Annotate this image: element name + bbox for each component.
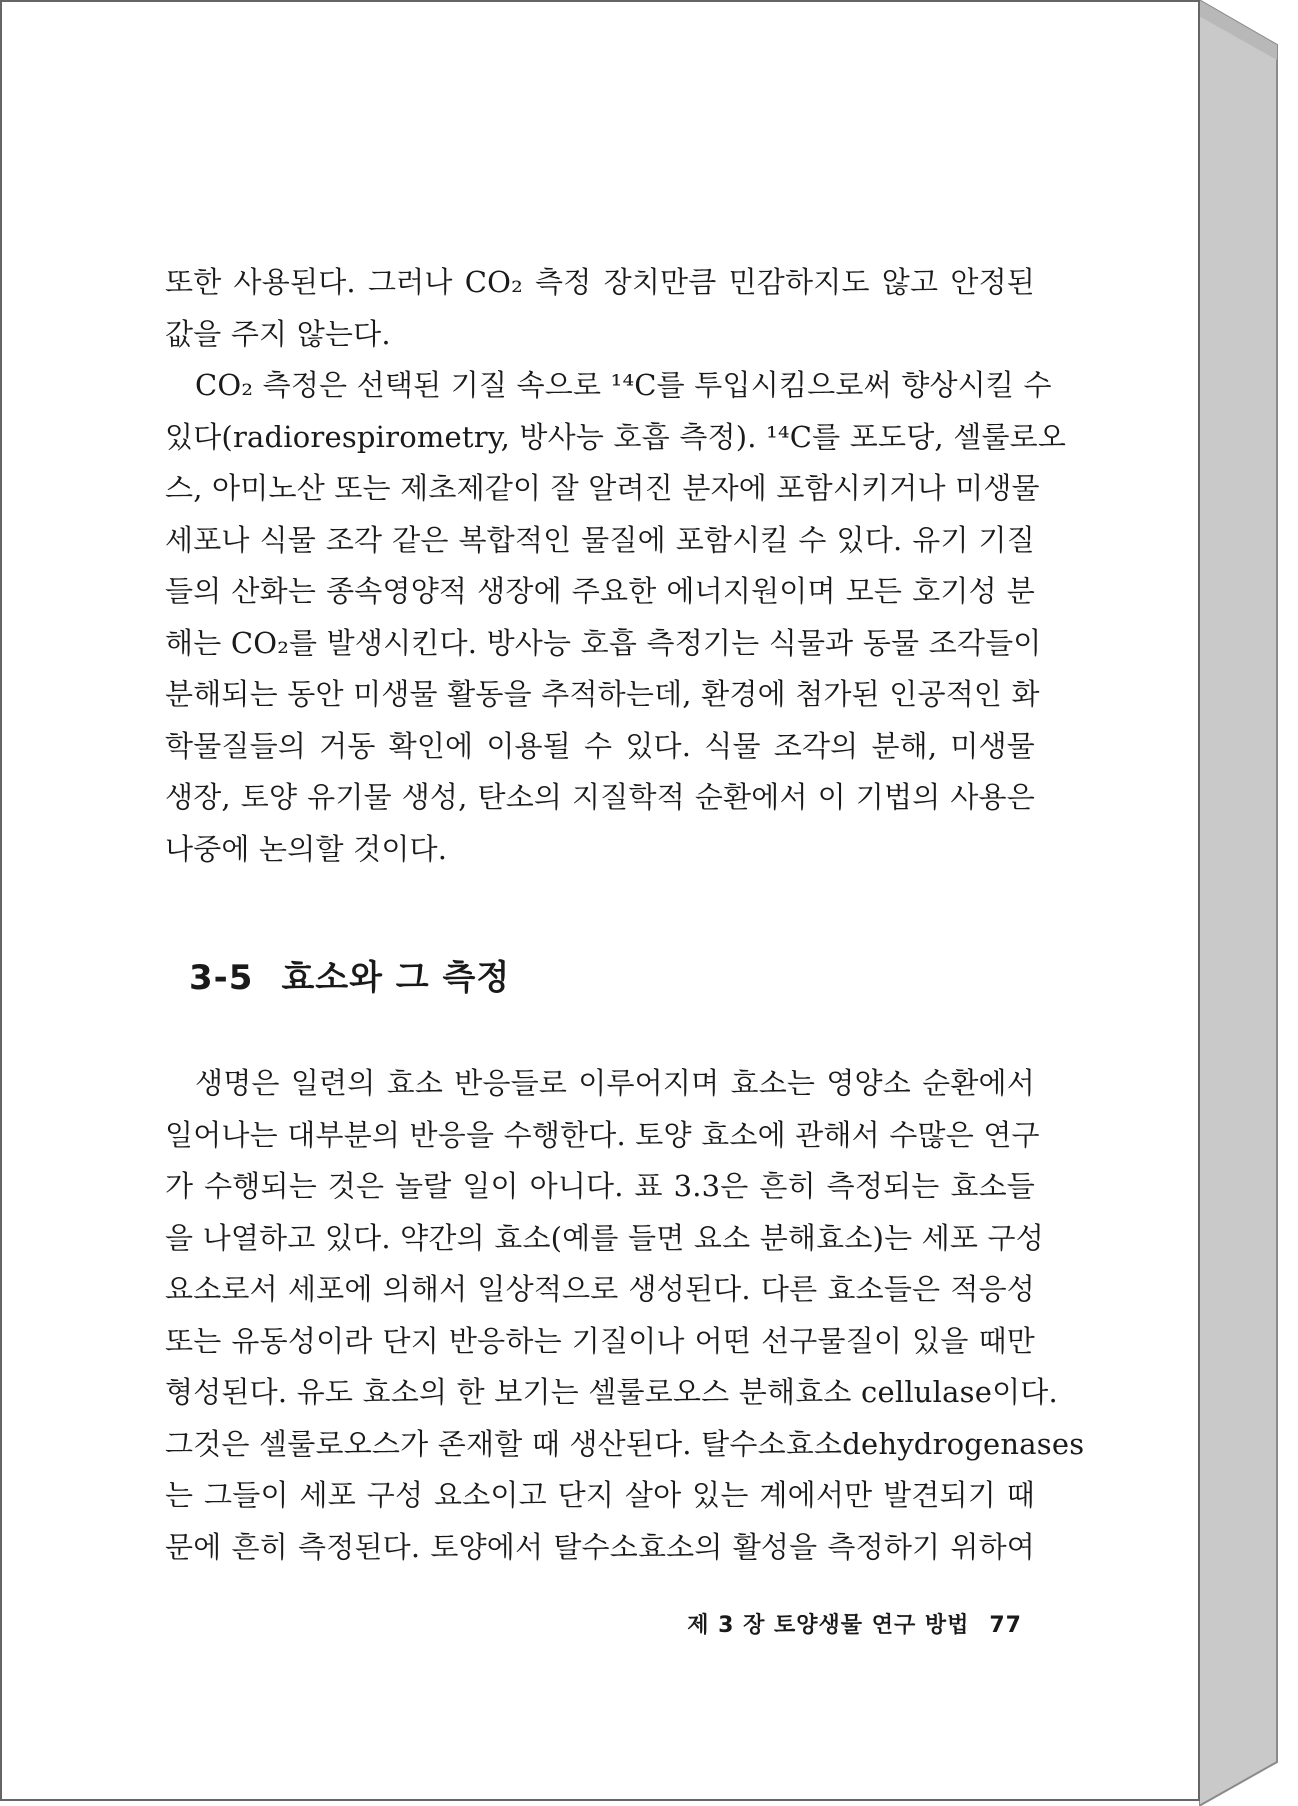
text-line: 학물질들의 거동 확인에 이용될 수 있다. 식물 조각의 분해, 미생물	[165, 728, 1035, 763]
section-title: 효소와 그 측정	[281, 958, 511, 998]
text-line: 스, 아미노산 또는 제초제같이 잘 알려진 분자에 포함시키거나 미생물	[165, 471, 1040, 505]
page-number: 77	[989, 1613, 1022, 1638]
text-line: 가 수행되는 것은 놀랄 일이 아니다. 표 3.3은 흔히 측정되는 효소들	[165, 1169, 1035, 1203]
text-line: 는 그들이 세포 구성 요소이고 단지 살아 있는 계에서만 발견되기 때	[165, 1478, 1035, 1512]
text-line: 나중에 논의할 것이다.	[165, 831, 448, 866]
section-number: 3-5	[189, 958, 254, 998]
paragraph-1	[165, 257, 1035, 360]
text-line: CO₂ 측정은 선택된 기질 속으로 ¹⁴C를 투입시킴으로써 향상시킬 수	[195, 368, 1052, 402]
text-line: 들의 산화는 종속영양적 생장에 주요한 에너지원이며 모든 호기성 분	[165, 574, 1035, 608]
text-line: 을 나열하고 있다. 약간의 효소(예를 들면 요소 분해효소)는 세포 구성	[165, 1220, 1044, 1255]
text-line: 생장, 토양 유기물 생성, 탄소의 지질학적 순환에서 이 기법의 사용은	[165, 780, 1035, 814]
text-line: 생명은 일련의 효소 반응들로 이루어지며 효소는 영양소 순환에서	[195, 1066, 1035, 1100]
text-line: 일어나는 대부분의 반응을 수행한다. 토양 효소에 관해서 수많은 연구	[165, 1117, 1040, 1152]
text-line: 형성된다. 유도 효소의 한 보기는 셀룰로오스 분해효소 cellulase이다.	[165, 1375, 1058, 1409]
text-line: 해는 CO₂를 발생시킨다. 방사능 호흡 측정기는 식물과 동물 조각들이	[165, 625, 1042, 660]
paragraph-2	[165, 360, 1067, 875]
body-text-upper	[165, 257, 1067, 875]
text-line: 분해되는 동안 미생물 활동을 추적하는데, 환경에 첨가된 인공적인 화	[165, 677, 1040, 711]
text-line: 값을 주지 않는다.	[165, 316, 391, 351]
text-line: 문에 흔히 측정된다. 토양에서 탈수소효소의 활성을 측정하기 위하여	[165, 1529, 1035, 1564]
text-line: 요소로서 세포에 의해서 일상적으로 생성된다. 다른 효소들은 적응성	[165, 1272, 1035, 1306]
text-line: 있다(radiorespirometry, 방사능 호흡 측정). ¹⁴C를 포도당, 셀룰로오	[165, 419, 1067, 454]
chapter-title: 제 3 장 토양생물 연구 방법	[687, 1613, 970, 1638]
text-line: 또는 유동성이라 단지 반응하는 기질이나 어떤 선구물질이 있을 때만	[165, 1323, 1035, 1358]
text-line: 또한 사용된다. 그러나 CO₂ 측정 장치만큼 민감하지도 않고 안정된	[165, 265, 1035, 299]
text-line: 세포나 식물 조각 같은 복합적인 물질에 포함시킬 수 있다. 유기 기질	[165, 522, 1035, 557]
body-text-lower	[165, 1058, 1085, 1573]
section-heading	[189, 950, 510, 999]
page-stack-edge	[1199, 0, 1283, 1806]
text-line: 그것은 셀룰로오스가 존재할 때 생산된다. 탈수소효소dehydrogenases	[165, 1426, 1085, 1461]
paragraph-3	[165, 1058, 1085, 1573]
page-footer	[652, 1608, 1022, 1639]
